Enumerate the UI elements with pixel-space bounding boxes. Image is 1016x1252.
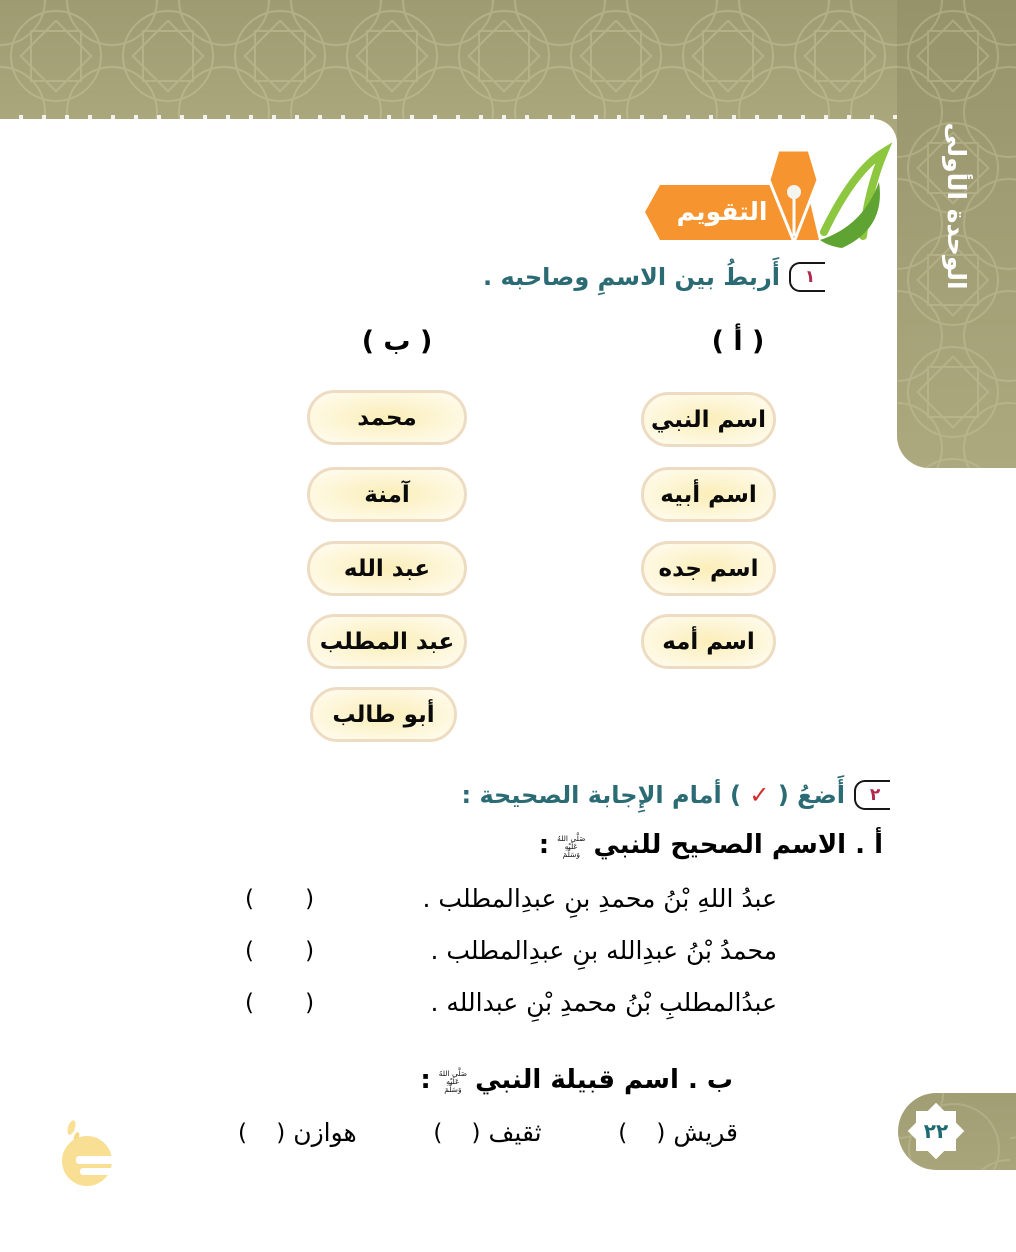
part-b-heading-text: ب . اسم قبيلة النبي: [475, 1065, 733, 1095]
page-number: ٢٢: [923, 1119, 949, 1143]
option-row: [245, 884, 777, 913]
tribe-option-quraish: [618, 1118, 738, 1147]
header-band: [0, 0, 1016, 119]
option-text: محمدُ بْنُ عبدِالله بنِ عبدِالمطلب .: [430, 936, 777, 965]
match-item-mother-name[interactable]: اسم أمه: [641, 614, 776, 669]
logo-bar: [80, 1168, 124, 1175]
honorific-line: صَلَّى اللهُ: [557, 833, 586, 843]
match-item-prophet-name[interactable]: اسم النبي: [641, 392, 776, 447]
column-a-header: ( أ ): [711, 326, 765, 357]
question-2-number-badge: ٢: [854, 780, 890, 810]
honorific-line: وَسَلَّمَ: [562, 850, 580, 860]
option-text: عبدُ اللهِ بْنُ محمدِ بنِ عبدِالمطلب .: [422, 884, 777, 913]
prompt-before: أَضعُ (: [777, 781, 845, 809]
match-answer-abdulmuttalib[interactable]: عبد المطلب: [307, 614, 467, 669]
checkmark-icon: ✓: [749, 781, 770, 809]
question-1-number-badge: ١: [789, 262, 825, 292]
part-a-heading-text: أ . الاسم الصحيح للنبي: [593, 830, 883, 860]
question-1-prompt: أَربطُ بين الاسمِ وصاحبه .: [483, 263, 780, 291]
option-text: عبدُالمطلبِ بْنُ محمدِ بْنِ عبدالله .: [430, 988, 777, 1017]
band-fringe: [0, 115, 1016, 119]
option-row: [245, 936, 777, 965]
colon: :: [420, 1065, 431, 1095]
part-a-heading: [539, 830, 883, 860]
geometric-pattern: [0, 0, 1016, 119]
tribe-option-thaqif: [433, 1118, 541, 1147]
match-answer-abu-talib[interactable]: أبو طالب: [310, 687, 457, 742]
match-item-grandfather-name[interactable]: اسم جده: [641, 541, 776, 596]
match-answer-muhammad[interactable]: محمد: [307, 390, 467, 445]
honorific-line: عَلَيْهِ: [564, 841, 578, 851]
tribe-option-hawazin: [238, 1118, 357, 1147]
answer-slot[interactable]: ( ): [245, 885, 315, 912]
tribe-options-row: [238, 1118, 738, 1147]
match-item-father-name[interactable]: اسم أبيه: [641, 467, 776, 522]
part-b-heading: [420, 1065, 733, 1095]
banner-title: التقويم: [676, 197, 768, 226]
match-answer-abdullah[interactable]: عبد الله: [307, 541, 467, 596]
honorific-line: عَلَيْهِ: [446, 1076, 460, 1086]
column-b-header: ( ب ): [361, 326, 433, 357]
colon: :: [538, 830, 550, 860]
unit-title: الوحدة الأولى: [942, 122, 971, 290]
page-number-tab: [898, 1093, 1016, 1170]
honorific-line: وَسَلَّمَ: [444, 1085, 462, 1095]
evaluation-banner: [628, 140, 896, 268]
answer-slot[interactable]: ( ): [238, 1119, 286, 1146]
prompt-after: ) أمام الإِجابة الصحيحة :: [461, 781, 742, 809]
question-2-row: [462, 780, 890, 810]
answer-slot[interactable]: ( ): [245, 989, 315, 1016]
publisher-logo-icon: [58, 1126, 128, 1190]
honorific-pbuh-icon: [439, 1070, 467, 1094]
option-row: [245, 988, 777, 1017]
answer-slot[interactable]: ( ): [433, 1119, 481, 1146]
answer-slot[interactable]: ( ): [245, 937, 315, 964]
tribe-name: ثقيف: [488, 1118, 542, 1147]
match-answer-amina[interactable]: آمنة: [307, 467, 467, 522]
honorific-line: صَلَّى اللهُ: [438, 1068, 468, 1078]
logo-bar: [76, 1156, 126, 1164]
question-2-prompt: [462, 781, 845, 809]
honorific-pbuh-icon: [557, 835, 585, 859]
question-1-row: [483, 262, 825, 292]
tribe-name: قريش: [673, 1118, 738, 1147]
tribe-name: هوازن: [293, 1118, 357, 1147]
answer-slot[interactable]: ( ): [618, 1119, 666, 1146]
